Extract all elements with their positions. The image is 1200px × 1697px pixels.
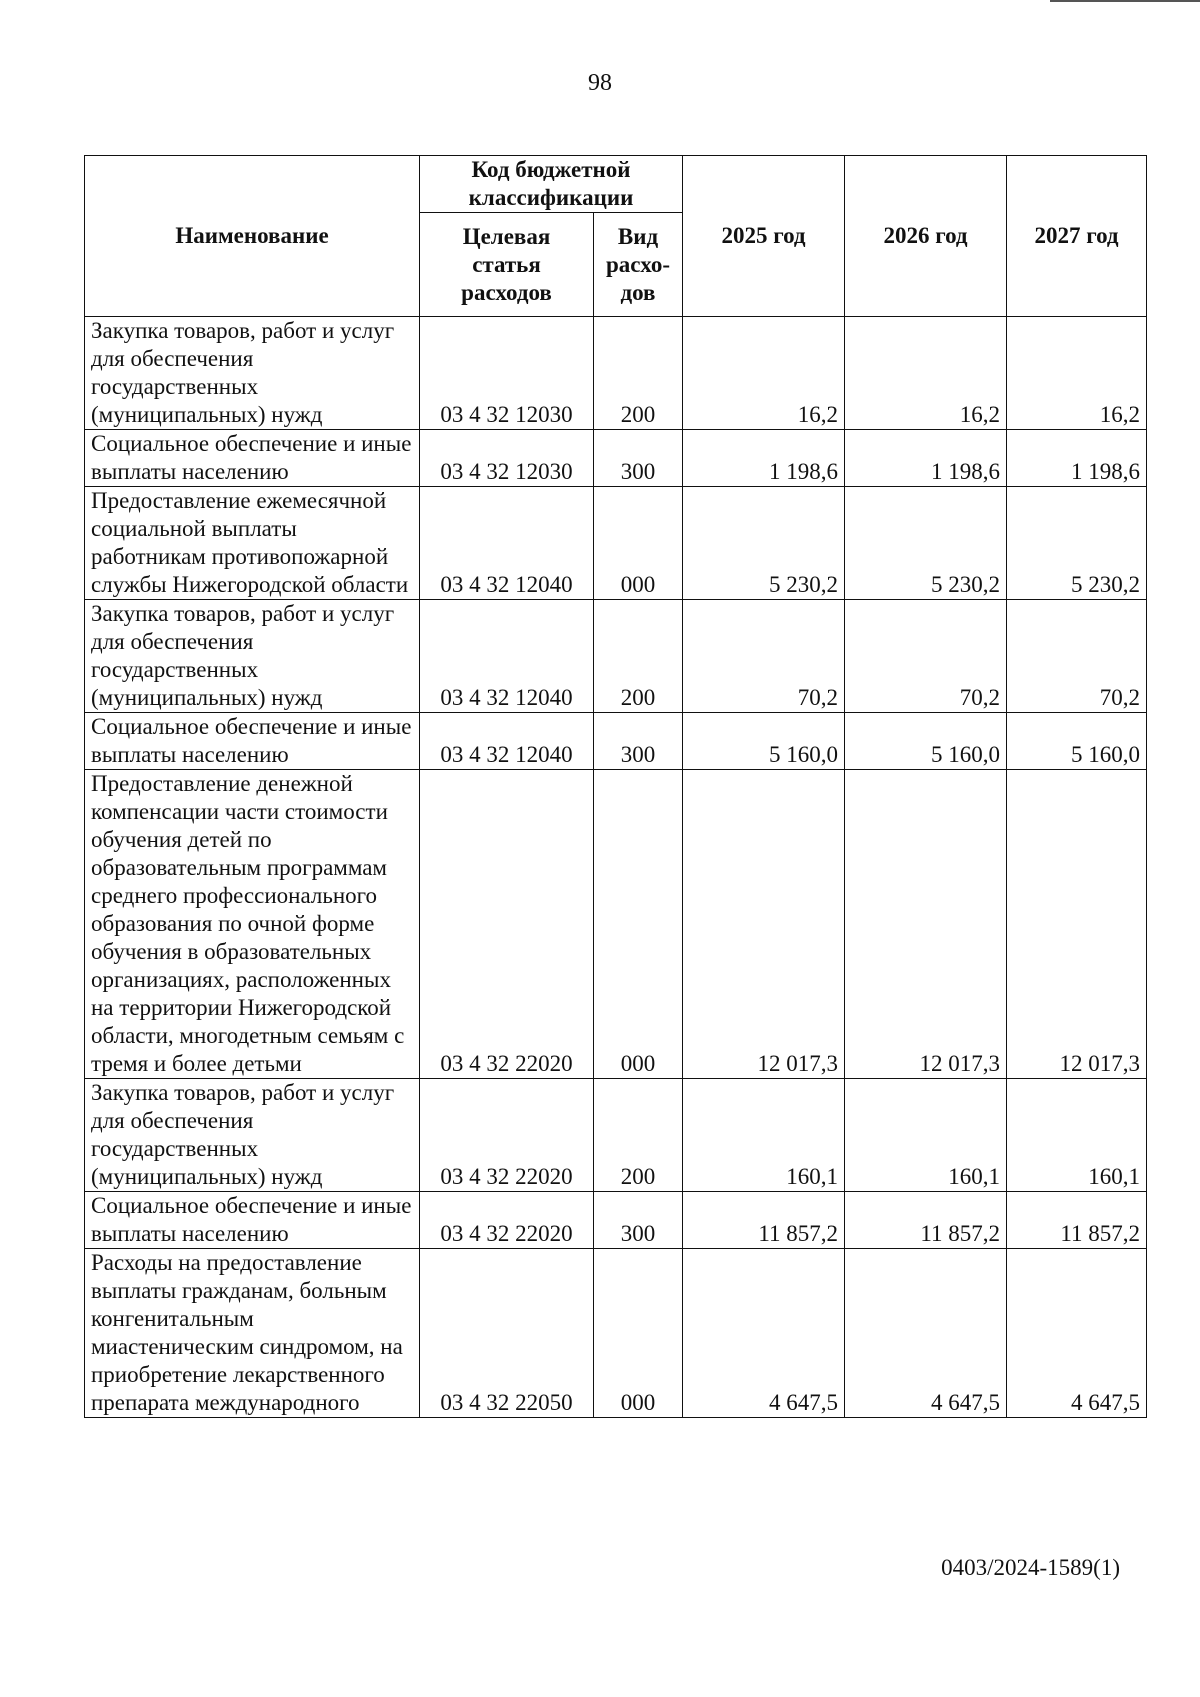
row-2027: 160,1: [1007, 1079, 1147, 1192]
row-2027: 12 017,3: [1007, 770, 1147, 1079]
table-row: [85, 1192, 1147, 1249]
row-name: Закупка товаров, работ и услуг для обеспечения государственных (муниципальных) нужд: [85, 600, 420, 713]
page-number: 98: [588, 70, 612, 96]
row-code: 03 4 32 12040: [420, 487, 594, 600]
row-2026: 160,1: [845, 1079, 1007, 1192]
row-code: 03 4 32 12030: [420, 430, 594, 487]
table-row: [85, 713, 1147, 770]
table-row: [85, 600, 1147, 713]
row-2027: 11 857,2: [1007, 1192, 1147, 1249]
row-kind: 200: [594, 317, 683, 430]
row-2026: 5 160,0: [845, 713, 1007, 770]
row-kind: 000: [594, 770, 683, 1079]
row-2025: 16,2: [683, 317, 845, 430]
row-name: Предоставление денежной компенсации части стоимости обучения детей по образовательным программам среднего профессионального образования по очной форме обучения в образовательных организациях, расположенных на территории Нижегородской области, многодетным семьям с тремя и более детьми: [85, 770, 420, 1079]
row-kind: 200: [594, 600, 683, 713]
table-row: [85, 487, 1147, 600]
document-number: 0403/2024-1589(1): [941, 1555, 1120, 1580]
header-2027: 2027 год: [1007, 156, 1147, 317]
row-code: 03 4 32 12040: [420, 713, 594, 770]
row-2027: 70,2: [1007, 600, 1147, 713]
row-code: 03 4 32 12030: [420, 317, 594, 430]
row-code: 03 4 32 22020: [420, 1192, 594, 1249]
row-kind: 300: [594, 1192, 683, 1249]
row-name: Социальное обеспечение и иные выплаты населению: [85, 430, 420, 487]
row-kind: 200: [594, 1079, 683, 1192]
header-budget-code: Код бюджетной классификации: [420, 156, 683, 213]
row-2026: 1 198,6: [845, 430, 1007, 487]
row-code: 03 4 32 22020: [420, 770, 594, 1079]
row-2026: 5 230,2: [845, 487, 1007, 600]
row-2025: 160,1: [683, 1079, 845, 1192]
row-name: Расходы на предоставление выплаты гражданам, больным конгенитальным миастеническим синдромом, на приобретение лекарственного препарата международного: [85, 1249, 420, 1418]
row-name: Закупка товаров, работ и услуг для обеспечения государственных (муниципальных) нужд: [85, 1079, 420, 1192]
row-2025: 11 857,2: [683, 1192, 845, 1249]
table-row: [85, 430, 1147, 487]
row-2025: 70,2: [683, 600, 845, 713]
row-name: Социальное обеспечение и иные выплаты населению: [85, 1192, 420, 1249]
row-2025: 1 198,6: [683, 430, 845, 487]
row-2026: 12 017,3: [845, 770, 1007, 1079]
row-2025: 12 017,3: [683, 770, 845, 1079]
budget-table: [84, 155, 1147, 1418]
row-2026: 16,2: [845, 317, 1007, 430]
row-code: 03 4 32 12040: [420, 600, 594, 713]
row-2025: 5 160,0: [683, 713, 845, 770]
table-row: [85, 1079, 1147, 1192]
header-name: Наименование: [85, 156, 420, 317]
row-2026: 70,2: [845, 600, 1007, 713]
row-kind: 300: [594, 430, 683, 487]
row-kind: 000: [594, 1249, 683, 1418]
row-name: Закупка товаров, работ и услуг для обеспечения государственных (муниципальных) нужд: [85, 317, 420, 430]
row-code: 03 4 32 22050: [420, 1249, 594, 1418]
row-name: Предоставление ежемесячной социальной выплаты работникам противопожарной службы Нижегородской области: [85, 487, 420, 600]
row-code: 03 4 32 22020: [420, 1079, 594, 1192]
row-kind: 000: [594, 487, 683, 600]
row-2027: 4 647,5: [1007, 1249, 1147, 1418]
row-kind: 300: [594, 713, 683, 770]
header-2025: 2025 год: [683, 156, 845, 317]
row-2027: 5 160,0: [1007, 713, 1147, 770]
row-name: Социальное обеспечение и иные выплаты населению: [85, 713, 420, 770]
row-2027: 1 198,6: [1007, 430, 1147, 487]
top-rule: [1050, 0, 1200, 2]
row-2026: 4 647,5: [845, 1249, 1007, 1418]
header-2026: 2026 год: [845, 156, 1007, 317]
row-2025: 5 230,2: [683, 487, 845, 600]
row-2025: 4 647,5: [683, 1249, 845, 1418]
row-2027: 16,2: [1007, 317, 1147, 430]
row-2026: 11 857,2: [845, 1192, 1007, 1249]
table-row: [85, 1249, 1147, 1418]
table-row: [85, 317, 1147, 430]
header-expense-type: Вид расхо-дов: [594, 213, 683, 317]
row-2027: 5 230,2: [1007, 487, 1147, 600]
table-row: [85, 770, 1147, 1079]
header-target-item: Целевая статья расходов: [420, 213, 594, 317]
